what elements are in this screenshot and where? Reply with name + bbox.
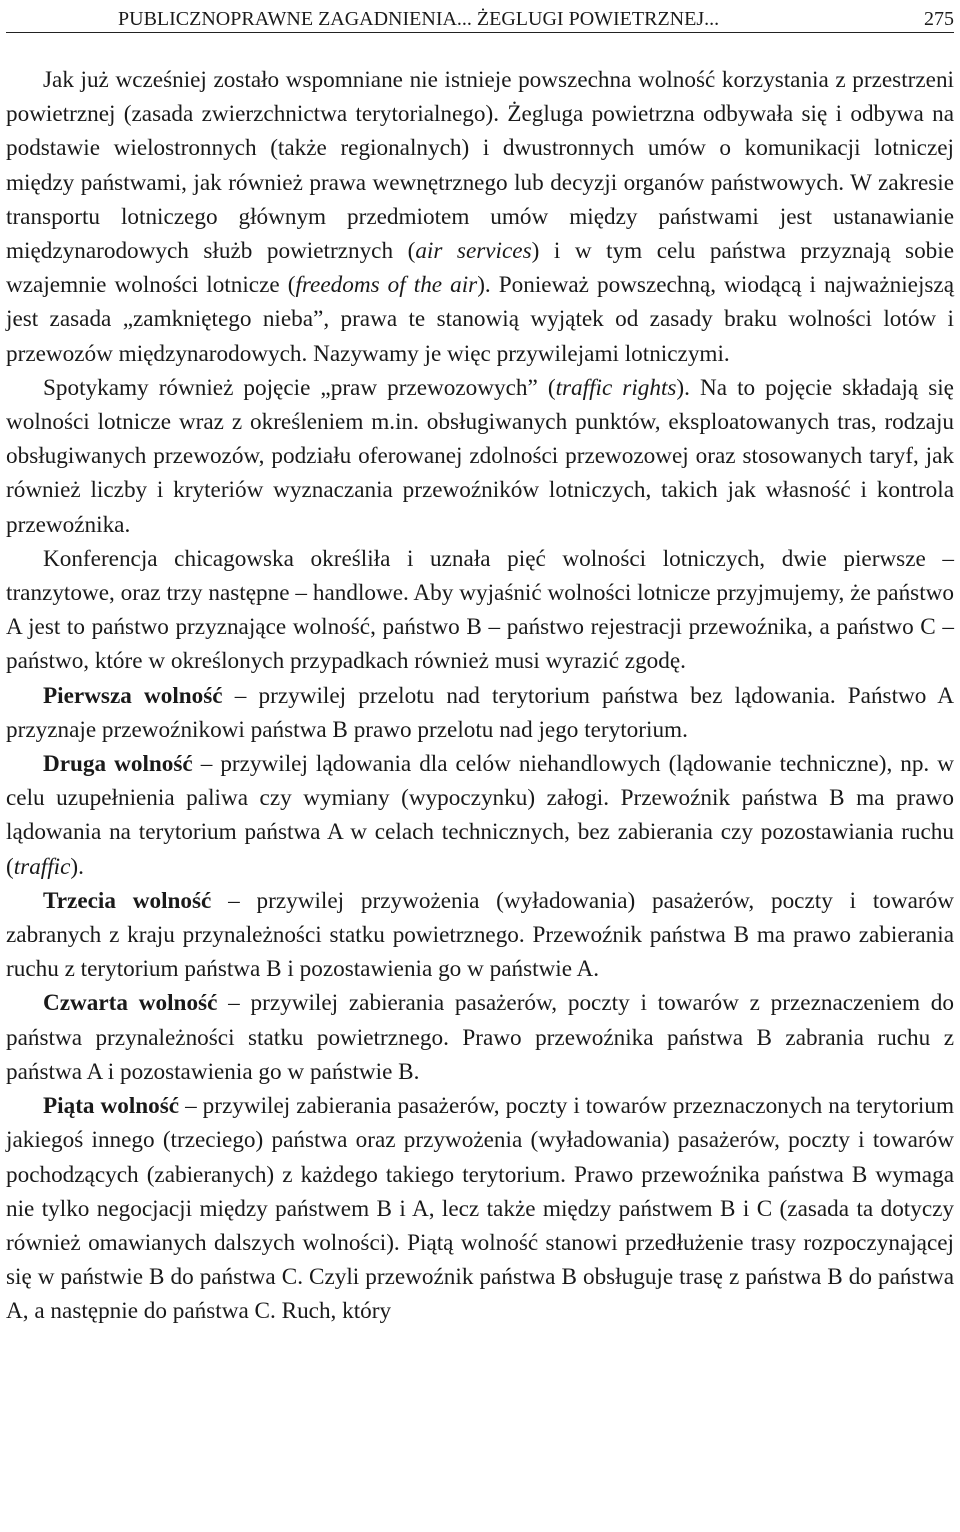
text-run: ).	[70, 853, 84, 880]
text-run: – przywilej zabierania pasażerów, poczty i towarów z przeznaczeniem do państwa przynależności statku powietrznego. Prawo przewoźnika państwa B zabrania ruchu z państwa A i pozostawienia go w państwie B.	[6, 990, 954, 1085]
paragraph	[6, 747, 954, 884]
body-text	[6, 63, 954, 1329]
running-header-title: PUBLICZNOPRAWNE ZAGADNIENIA... ŻEGLUGI POWIETRZNEJ...	[118, 8, 720, 30]
paragraph	[6, 884, 954, 987]
paragraph	[6, 679, 954, 747]
text-run: Konferencja chicagowska określiła i uznała pięć wolności lotniczych, dwie pierwsze – tranzytowe, oraz trzy następne – handlowe. Aby wyjaśnić wolności lotnicze przyjmujemy, że państwo A jest to państwo przyznające wolność, państwo B – państwo rejestracji przewoźnika, a państwo C – państwo, które w określonych przypadkach również musi wyrazić zgodę.	[6, 545, 954, 675]
italic-term: freedoms of the air	[295, 272, 478, 299]
italic-term: traffic rights	[555, 374, 677, 401]
text-run: – przywilej zabierania pasażerów, poczty i towarów przeznaczonych na terytorium jakiegoś innego (trzeciego) państwa oraz przywożenia (wyładowania) pasażerów, poczty i towarów pochodzących (zabieranych) z każdego takiego terytorium. Prawo przewoźnika państwa B wymaga nie tylko negocjacji między państwem B i A, lecz także między państwem B i C (zasada ta dotyczy również omawianych dalszych wolności). Piątą wolność stanowi przedłużenie trasy rozpoczynającej się w państwie B do państwa C. Czyli przewoźnik państwa B obsługuje trasę z państwa B do państwa A, a następnie do państwa C. Ruch, który	[6, 1093, 954, 1325]
bold-heading: Trzecia wolność	[43, 887, 212, 914]
running-header	[6, 4, 954, 33]
bold-heading: Piąta wolność	[43, 1093, 180, 1120]
paragraph	[6, 1089, 954, 1328]
bold-heading: Pierwsza wolność	[43, 682, 223, 709]
text-run: ). Na to pojęcie składają się wolności lotnicze wraz z określeniem m.in. obsługiwanych punktów, eksploatowanych tras, rodzaju obsługiwanych przewozów, podziału oferowanej zdolności przewozowej oraz stosowanych taryf, jak również liczby i kryteriów wyznaczania przewoźników lotniczych, takich jak własność i kontrola przewoźnika.	[6, 374, 954, 538]
italic-term: traffic	[13, 853, 71, 880]
page-number: 275	[924, 8, 954, 30]
text-run: Spotykamy również pojęcie „praw przewozowych” (	[43, 374, 556, 401]
text-run: ). Ponieważ powszechną, wiodącą i najważniejszą jest zasada „zamkniętego nieba”, prawa te stanowią wyjątek od zasady braku wolności lotów i przewozów międzynarodowych. Nazywamy je więc przywilejami lotniczymi.	[6, 272, 954, 367]
text-run: – przywilej lądowania dla celów niehandlowych (lądowanie techniczne), np. w celu uzupełnienia paliwa czy wymiany (wypoczynku) załogi. Przewoźnik państwa B ma prawo lądowania na terytorium państwa A w celach technicznych, bez zabierania czy pozostawiania ruchu (	[6, 751, 954, 880]
paragraph	[6, 371, 954, 542]
bold-heading: Czwarta wolność	[43, 990, 218, 1017]
text-run: – przywilej przywożenia (wyładowania) pasażerów, poczty i towarów zabranych z kraju przynależności statku powietrznego. Przewoźnik państwa B ma prawo zabierania ruchu z terytorium państwa B i pozostawienia go w państwie A.	[6, 887, 954, 983]
text-run: – przywilej przelotu nad terytorium państwa bez lądowania. Państwo A przyznaje przewoźnikowi państwa B prawo przelotu nad jego terytorium.	[6, 682, 954, 743]
bold-heading: Druga wolność	[43, 751, 193, 778]
text-run: ) i w tym celu państwa przyznają sobie wzajemnie wolności lotnicze (	[6, 238, 954, 299]
paragraph	[6, 542, 954, 679]
paragraph	[6, 986, 954, 1089]
italic-term: air services	[415, 238, 532, 265]
text-run: Jak już wcześniej zostało wspomniane nie istnieje powszechna wolność korzystania z przestrzeni powietrznej (zasada zwierzchnictwa terytorialnego). Żegluga powietrzna odbywała się i odbywa na podstawie wielostronnych (także regionalnych) i dwustronnych umów o komunikacji lotniczej między państwami, jak również prawa wewnętrznego lub decyzji organów państwowych. W zakresie transportu lotniczego głównym przedmiotem umów między państwami jest ustanawianie międzynarodowych służb powietrznych (	[6, 67, 954, 265]
paragraph	[6, 63, 954, 371]
